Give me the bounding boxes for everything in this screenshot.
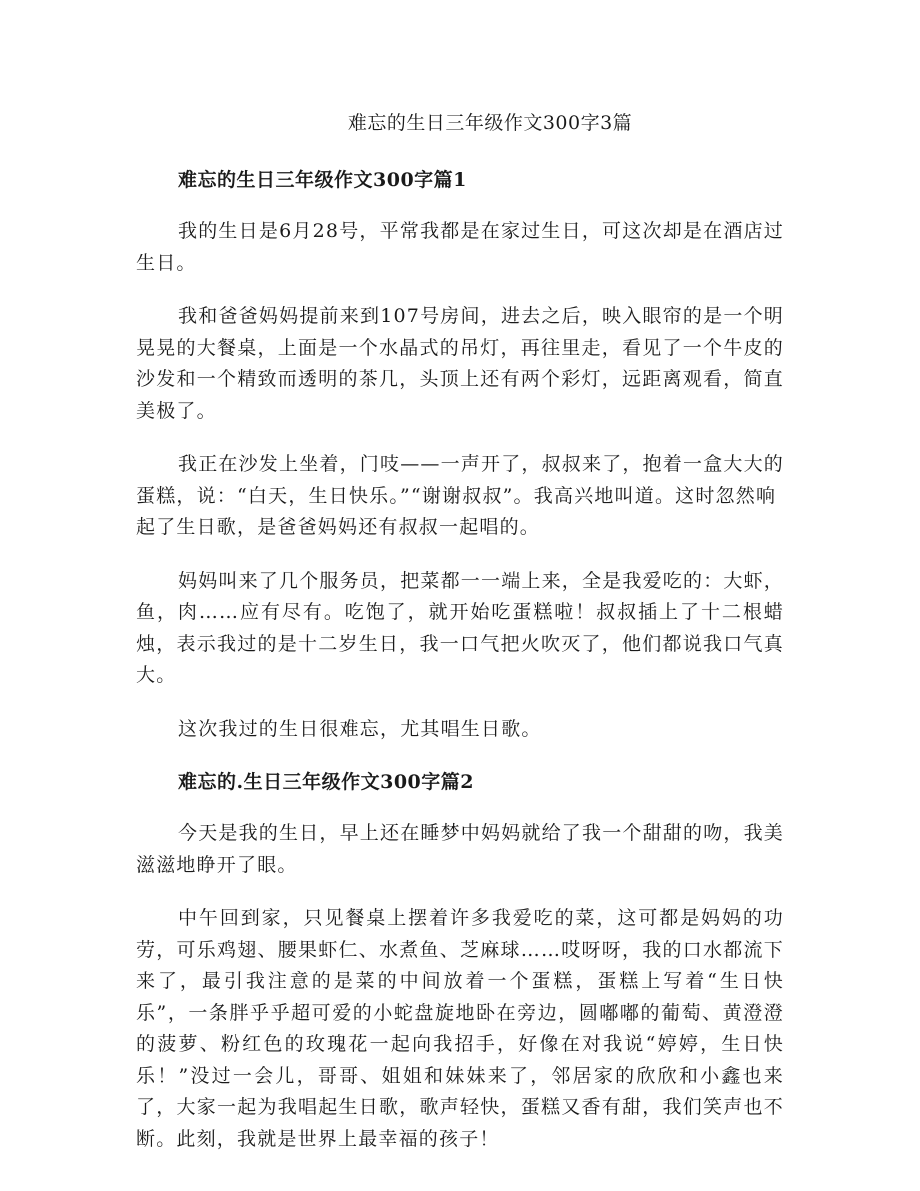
paragraph: 今天是我的生日，早上还在睡梦中妈妈就给了我一个甜甜的吻，我美滋滋地睁开了眼。 — [136, 822, 785, 876]
document-page — [136, 108, 784, 1177]
section-1 — [136, 165, 784, 745]
paragraph: 中午回到家，只见餐桌上摆着许多我爱吃的菜，这可都是妈妈的功劳，可乐鸡翅、腰果虾仁、水煮鱼、芝麻球……哎呀呀，我的口水都流下来了，最引我注意的是菜的中间放着一个蛋糕，蛋糕上写着“生日快乐”，一条胖乎乎超可爱的小蛇盘旋地卧在旁边，圆嘟嘟的葡萄、黄澄澄的菠萝、粉红色的玫瑰花一起向我招手，好像在对我说“婷婷，生日快乐！”没过一会儿，哥哥、姐姐和妹妹来了，邻居家的欣欣和小鑫也来了，大家一起为我唱起生日歌，歌声轻快，蛋糕又香有甜，我们笑声也不断。此刻，我就是世界上最幸福的孩子！ — [136, 907, 784, 1150]
section-heading: 难忘的.生日三年级作文300字篇2 — [178, 771, 474, 793]
section-heading: 难忘的生日三年级作文300字篇1 — [178, 169, 467, 191]
document-title: 难忘的生日三年级作文300字3篇 — [347, 112, 633, 134]
paragraph: 这次我过的生日很难忘，尤其唱生日歌。 — [178, 717, 542, 740]
paragraph: 我和爸爸妈妈提前来到107号房间，进去之后，映入眼帘的是一个明晃晃的大餐桌，上面是一个水晶式的吊灯，再往里走，看见了一个牛皮的沙发和一个精致而透明的茶几，头顶上还有两个彩灯，远距离观看，简直美极了。 — [136, 305, 784, 422]
section-2 — [136, 767, 784, 1155]
paragraph: 我正在沙发上坐着，门吱——一声开了，叔叔来了，抱着一盒大大的蛋糕，说：“白天，生日快乐。”“谢谢叔叔”。我高兴地叫道。这时忽然响起了生日歌，是爸爸妈妈还有叔叔一起唱的。 — [136, 453, 785, 538]
paragraph: 我的生日是6月28号，平常我都是在家过生日，可这次却是在酒店过生日。 — [136, 220, 784, 274]
paragraph: 妈妈叫来了几个服务员，把菜都一一端上来，全是我爱吃的：大虾，鱼，肉……应有尽有。吃饱了，就开始吃蛋糕啦！叔叔插上了十二根蜡烛，表示我过的是十二岁生日，我一口气把火吹灭了，他们都说我口气真大。 — [136, 569, 785, 686]
